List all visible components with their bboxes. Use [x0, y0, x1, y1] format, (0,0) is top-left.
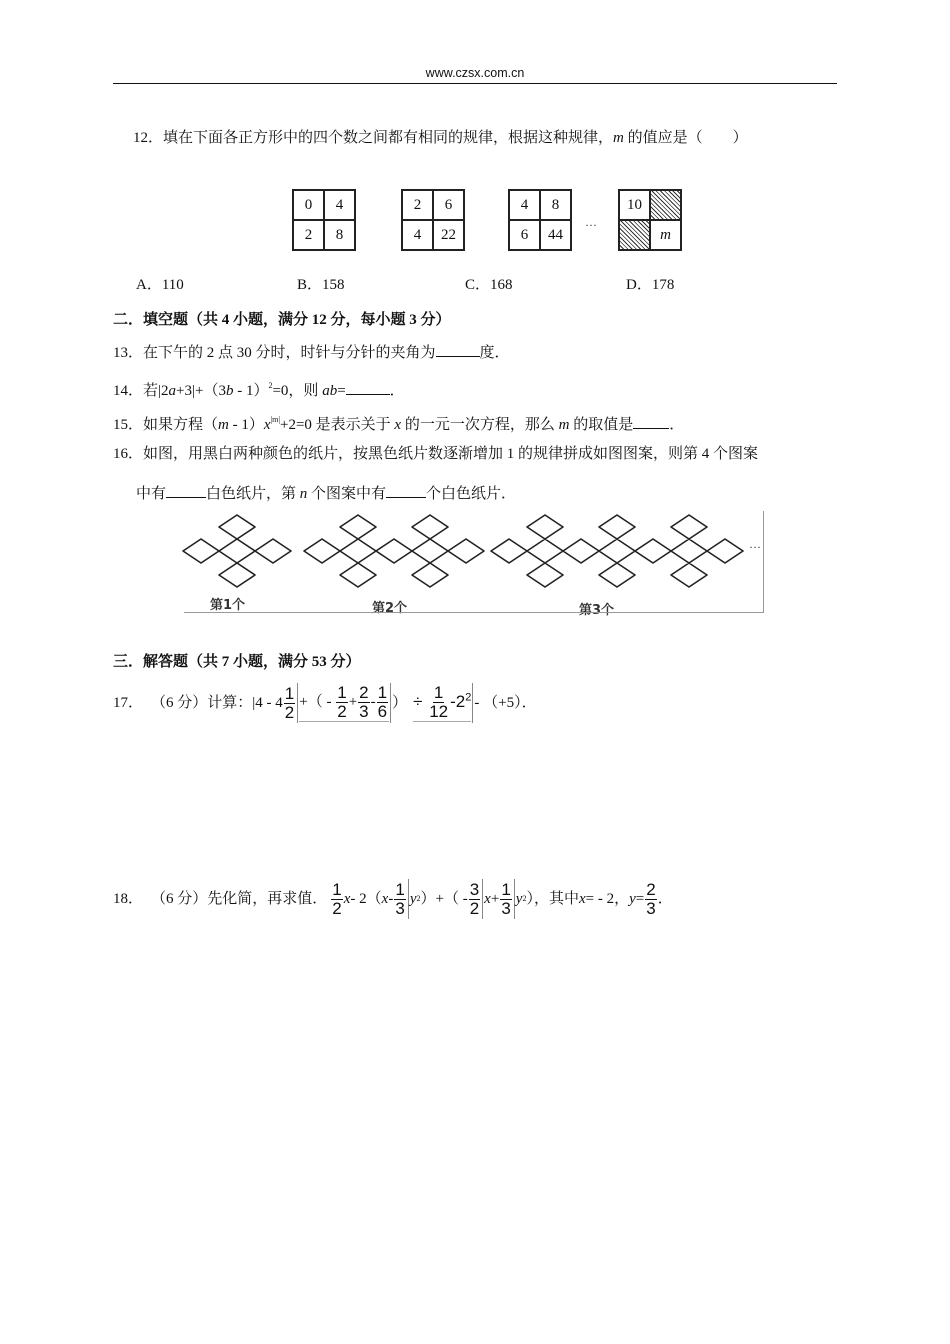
question-number: 16． [113, 446, 144, 462]
square-cell: 8 [540, 190, 571, 220]
math-text: = [337, 383, 346, 399]
math-text: - （+5）． [474, 695, 537, 711]
question-text: （6 分）先化简，再求值． [151, 891, 328, 907]
fraction: $\frac{1}{3}$ [501, 879, 511, 918]
variable-b: b [225, 383, 234, 399]
variable-x: x [484, 891, 491, 907]
fraction: $\frac{1}{2}$ [337, 683, 347, 721]
square-cell: 4 [402, 220, 433, 250]
question-number: 13． [113, 345, 144, 361]
ellipsis: ··· [749, 540, 761, 554]
fraction: $\frac{3}{2}$ [469, 879, 480, 918]
option-label: D． [626, 277, 652, 293]
option-value: 178 [651, 277, 675, 293]
question-number: 17． [113, 695, 144, 711]
header-url: www.czsx.com.cn [425, 66, 525, 80]
math-group [413, 684, 471, 722]
section-2-title: 二．填空题（共 4 小题，满分 12 分，每小题 3 分） [113, 312, 451, 328]
math-text: |4 - 4 [252, 695, 283, 711]
square-cell-m: m [650, 220, 681, 250]
absolute-bar [297, 683, 298, 723]
variable-y: y [515, 891, 523, 907]
variable-x: x [263, 417, 271, 433]
square-cell: 2 [293, 220, 324, 250]
question-number: 18． [113, 891, 144, 907]
math-text: - [388, 891, 394, 907]
figure-label-1: 第1个 [210, 598, 246, 613]
figure-border [184, 612, 764, 613]
question-text: 个图案中有 [307, 486, 387, 502]
question-text: +2=0 是表示关于 [279, 417, 395, 433]
square-cell: 0 [293, 190, 324, 220]
math-text: -2 [450, 691, 466, 711]
fraction: $\frac{2}{3}$ [359, 683, 369, 721]
square-cell: 2 [402, 190, 433, 220]
variable-x: x [381, 891, 389, 907]
variable-m: m [218, 417, 229, 433]
square-cell: 10 [619, 190, 650, 220]
math-text: +（ - [299, 693, 332, 710]
math-operator: - [370, 693, 376, 710]
option-value: 158 [322, 277, 345, 293]
square-cell: 6 [509, 220, 540, 250]
question-17 [113, 683, 537, 723]
question-text: 白色纸片，第 [206, 486, 300, 502]
option-label: B． [297, 277, 323, 293]
absolute-bar [390, 683, 391, 723]
diamond-tile [183, 515, 291, 587]
square-cell: 4 [509, 190, 540, 220]
math-text: = [635, 891, 645, 907]
math-text: - 1） [228, 417, 264, 433]
tile-pattern-figure [0, 0, 950, 640]
square-cell: 8 [324, 220, 355, 250]
option-value: 110 [161, 277, 184, 293]
exponent: 2 [268, 381, 273, 390]
figure-border [763, 511, 764, 613]
question-number: 12． [133, 130, 164, 146]
fraction: $\frac{1}{2}$ [284, 683, 295, 722]
exponent: 2 [522, 894, 527, 903]
option-value: 168 [490, 277, 513, 293]
question-text: 填在下面各正方形中的四个数之间都有相同的规律，根据这种规律， [163, 130, 614, 146]
variable-m: m [613, 130, 624, 146]
figure-label-3: 第3个 [579, 603, 615, 618]
math-operator: ÷ [413, 691, 423, 711]
math-text: 若|2 [143, 383, 169, 399]
math-text: ． [389, 383, 405, 399]
diamond-tile [304, 515, 484, 587]
variable-n: n [299, 486, 308, 502]
square-cell: 4 [324, 190, 355, 220]
variable-y: y [409, 891, 417, 907]
square-cell: 44 [540, 220, 571, 250]
variable-y: y [629, 891, 636, 907]
question-text: 的取值是 [569, 417, 634, 433]
question-text: 的一元一次方程，那么 [401, 417, 559, 433]
option-label: A． [136, 277, 162, 293]
square-cell: 6 [433, 190, 464, 220]
frame-bar [514, 879, 515, 919]
variable-m: m [558, 417, 570, 433]
exponent: 2 [465, 691, 472, 704]
math-text: ）+（ - [420, 891, 468, 907]
math-operator: + [348, 693, 358, 710]
question-text: 如果方程（ [143, 417, 219, 433]
fraction: $\frac{1}{3}$ [395, 879, 405, 918]
question-text: 中有 [136, 486, 167, 502]
variable-x: x [394, 417, 402, 433]
fraction: $\frac{1}{6}$ [377, 683, 388, 721]
variable-x: x [343, 891, 351, 907]
question-text: 如图，用黑白两种颜色的纸片，按黑色纸片数逐渐增加 1 的规律拼成如图图案，则第 4 个图案 [143, 446, 759, 462]
variable-x: x [578, 891, 586, 907]
math-operator: + [490, 891, 500, 907]
absolute-bar [472, 683, 473, 723]
math-text: - 2（ [350, 891, 382, 907]
figure-label-2: 第2个 [372, 601, 408, 616]
question-text: 在下午的 2 点 30 分时，时针与分针的夹角为 [143, 345, 436, 361]
math-text: =0，则 [272, 383, 323, 399]
fraction: $\frac{2}{3}$ [646, 879, 656, 918]
question-18 [113, 876, 673, 922]
square-cell: 22 [433, 220, 464, 250]
question-text: （6 分）计算： [151, 695, 253, 711]
ellipsis: ··· [585, 218, 597, 232]
math-text: = - 2， [585, 891, 630, 907]
math-text: ． [657, 891, 673, 907]
question-number: 15． [113, 417, 144, 433]
fraction: $\frac{1}{2}$ [332, 879, 342, 918]
exponent: |m| [270, 415, 280, 424]
variable-ab: ab [322, 383, 338, 399]
question-number: 14． [113, 383, 144, 399]
variable-a: a [168, 383, 177, 399]
diamond-tile [491, 515, 743, 587]
math-text: ． [669, 417, 685, 433]
question-text: ），其中 [526, 891, 579, 907]
exponent: 2 [416, 894, 421, 903]
question-text: 度． [479, 345, 510, 361]
math-text: ） [392, 695, 408, 711]
frame-bar [408, 879, 409, 919]
section-3-title: 三．解答题（共 7 小题，满分 53 分） [113, 654, 361, 670]
question-text: 个白色纸片． [426, 486, 517, 502]
math-text: +3|+（3 [176, 383, 226, 399]
option-label: C． [465, 277, 491, 293]
math-text: - 1） [233, 383, 269, 399]
question-text: 的值应是（ ） [623, 130, 748, 146]
math-group [299, 684, 389, 722]
fraction: $\frac{1}{12}$ [429, 683, 449, 721]
